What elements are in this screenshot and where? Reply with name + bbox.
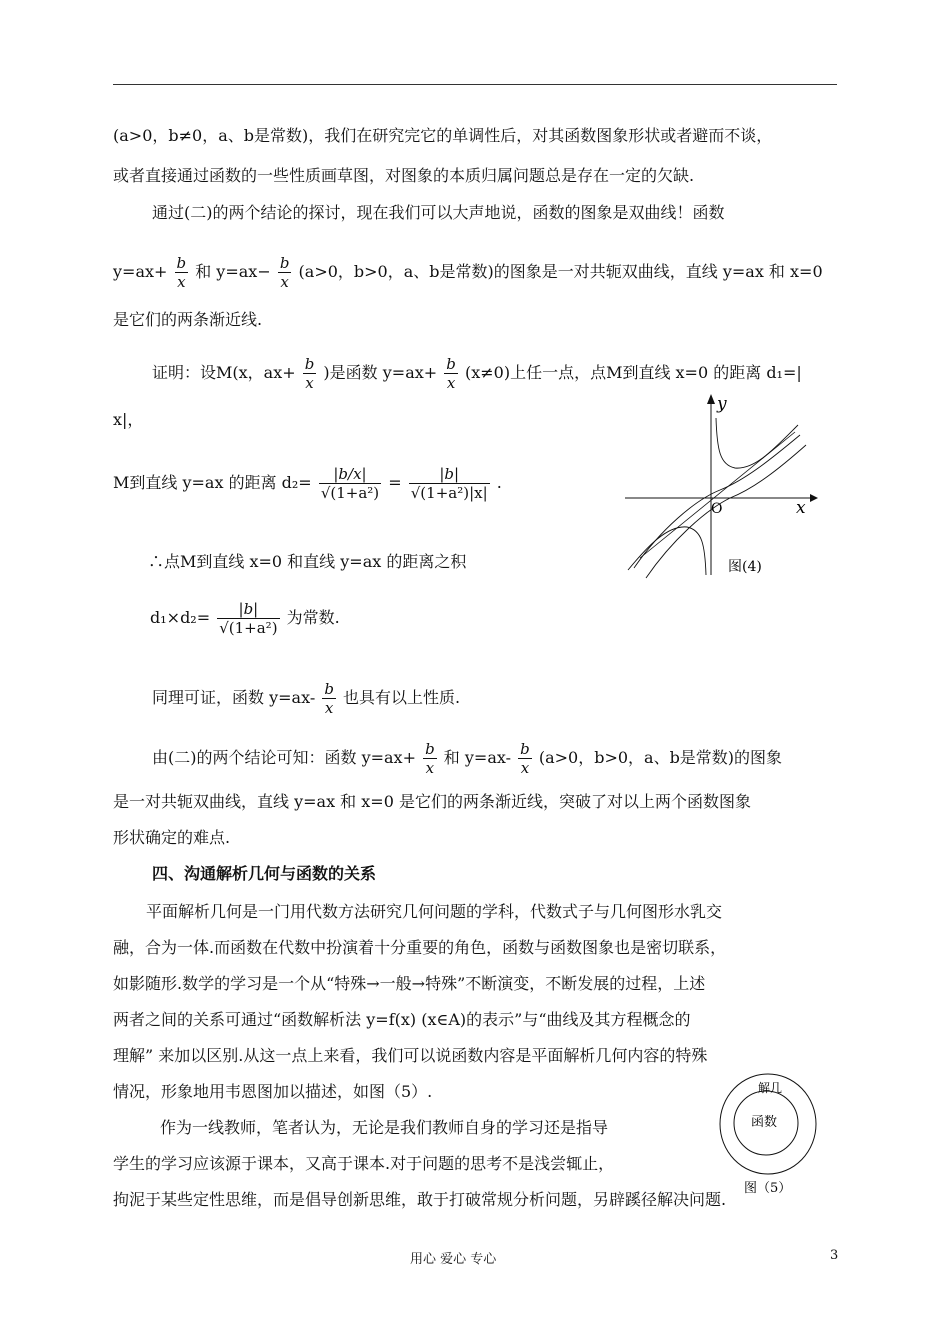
text-line: ∴点M到直线 x=0 和直线 y=ax 的距离之积: [148, 552, 467, 571]
text-span: 为常数.: [286, 608, 340, 627]
text-span: .: [496, 473, 502, 492]
fraction-b-over-x: [518, 740, 532, 777]
numerator: b: [446, 355, 456, 373]
numerator: b: [279, 254, 290, 272]
text-span: 也具有以上性质.: [343, 688, 461, 707]
text-line: 如影随形.数学的学习是一个从“特殊→一般→特殊”不断演变，不断发展的过程，上述: [113, 974, 706, 993]
text-line-with-fractions: [152, 740, 782, 777]
text-line: 情况，形象地用韦恩图加以描述，如图（5）.: [113, 1082, 433, 1101]
text-line: 平面解析几何是一门用代数方法研究几何问题的学科，代数式子与几何图形水乳交: [146, 902, 723, 921]
hyperbola-branch: [646, 445, 806, 578]
denominator: x: [177, 273, 186, 291]
text-line: 形状确定的难点.: [113, 828, 231, 847]
fraction-d2-simplified: [409, 465, 490, 502]
numerator: b: [304, 355, 315, 373]
text-line: 学生的学习应该源于课本，又高于课本.对于问题的思考不是浅尝辄止，: [113, 1154, 615, 1173]
denominator: √(1+a²): [320, 484, 380, 502]
venn-inner-label: 函数: [751, 1115, 778, 1130]
denominator: x: [520, 759, 530, 777]
header-rule: [113, 84, 837, 85]
text-line: 融，合为一体.而函数在代数中扮演着十分重要的角色，函数与函数图象也是密切联系，: [113, 938, 727, 957]
text-span: d₁×d₂=: [150, 608, 211, 627]
fraction-b-over-x: [303, 355, 317, 392]
text-span: (a>0，b>0，a、b是常数)的图象是一对共轭双曲线，直线 y=ax 和 x=0: [298, 262, 823, 281]
numerator: b: [520, 740, 530, 758]
text-line: 理解” 来加以区别.从这一点上来看，我们可以说函数内容是平面解析几何内容的特殊: [113, 1046, 708, 1065]
text-span: 和 y=ax-: [443, 748, 512, 767]
text-line: x|，: [113, 410, 144, 429]
text-line-with-fractions: [113, 465, 502, 502]
text-line: 或者直接通过函数的一些性质画草图，对图象的本质归属问题总是存在一定的欠缺.: [113, 166, 695, 185]
origin-label: O: [711, 501, 723, 517]
text-span: =: [388, 473, 402, 492]
text-span: 同理可证，函数 y=ax-: [152, 688, 316, 707]
fraction-b-over-x: [278, 254, 292, 291]
text-line: (a>0，b≠0，a、b是常数)，我们在研究完它的单调性后，对其函数图象形状或者避而不谈，: [113, 126, 773, 145]
figure-5-venn: [714, 1066, 838, 1196]
numerator: b: [425, 740, 435, 758]
text-span: (x≠0)上任一点，点M到直线 x=0 的距离 d₁=|: [464, 363, 802, 382]
denominator: x: [425, 759, 435, 777]
fraction-b-over-x: [444, 355, 458, 392]
x-axis-label: x: [796, 498, 806, 518]
denominator: x: [324, 699, 334, 717]
text-line: 作为一线教师，笔者认为，无论是我们教师自身的学习还是指导: [160, 1118, 609, 1137]
text-line: 是它们的两条渐近线.: [113, 310, 263, 329]
fraction-product: [217, 600, 279, 637]
footer-motto: 用心 爱心 专心: [410, 1252, 497, 1267]
text-line-with-fractions: [113, 254, 823, 291]
fraction-b-over-x: [322, 680, 336, 717]
page-number: 3: [830, 1248, 839, 1263]
y-axis-arrow-icon: [707, 394, 715, 404]
text-line: 通过(二)的两个结论的探讨，现在我们可以大声地说，函数的图象是双曲线！函数: [152, 203, 725, 222]
figure-caption: 图（5）: [744, 1181, 792, 1196]
denominator: x: [446, 374, 456, 392]
text-line: 是一对共轭双曲线，直线 y=ax 和 x=0 是它们的两条渐近线，突破了对以上两个函数图象: [113, 792, 751, 811]
figure-4-hyperbola: [620, 390, 820, 580]
text-line-with-fractions: [152, 355, 802, 392]
numerator: |b|: [217, 600, 279, 619]
fraction-b-over-x: [423, 740, 437, 777]
text-span: )是函数 y=ax+: [323, 363, 438, 382]
x-axis-arrow-icon: [810, 494, 818, 502]
text-span: 由(二)的两个结论可知：函数 y=ax+: [152, 748, 416, 767]
fraction-d2: [319, 465, 381, 502]
text-line-with-fractions: [150, 600, 340, 637]
numerator: b: [176, 254, 187, 272]
text-line: 两者之间的关系可通过“函数解析法 y=f(x) (x∈A)的表示”与“曲线及其方程概念的: [113, 1010, 691, 1029]
denominator: x: [280, 273, 289, 291]
numerator: |b|: [409, 465, 490, 484]
y-axis-label: y: [717, 394, 727, 414]
text-line: 拘泥于某些定性思维，而是倡导创新思维，敢于打破常规分析问题，另辟蹊径解决问题.: [113, 1190, 727, 1209]
hyperbola-branch: [716, 418, 798, 468]
denominator: √(1+a²): [219, 619, 278, 637]
denominator: x: [305, 374, 314, 392]
text-span: 证明：设M(x，ax+: [152, 363, 296, 382]
numerator: |b/x|: [319, 465, 381, 484]
denominator: √(1+a²)|x|: [410, 484, 488, 502]
text-span: y=ax+: [113, 262, 168, 281]
numerator: b: [324, 680, 334, 698]
text-span: 和 y=ax−: [195, 262, 271, 281]
text-line-with-fractions: [152, 680, 460, 717]
venn-outer-label: 解几: [758, 1081, 783, 1095]
text-span: M到直线 y=ax 的距离 d₂=: [113, 473, 312, 492]
figure-caption: 图(4): [728, 559, 762, 575]
fraction-b-over-x: [175, 254, 189, 291]
text-span: (a>0，b>0，a、b是常数)的图象: [538, 748, 783, 767]
section-heading: 四、沟通解析几何与函数的关系: [152, 864, 377, 883]
